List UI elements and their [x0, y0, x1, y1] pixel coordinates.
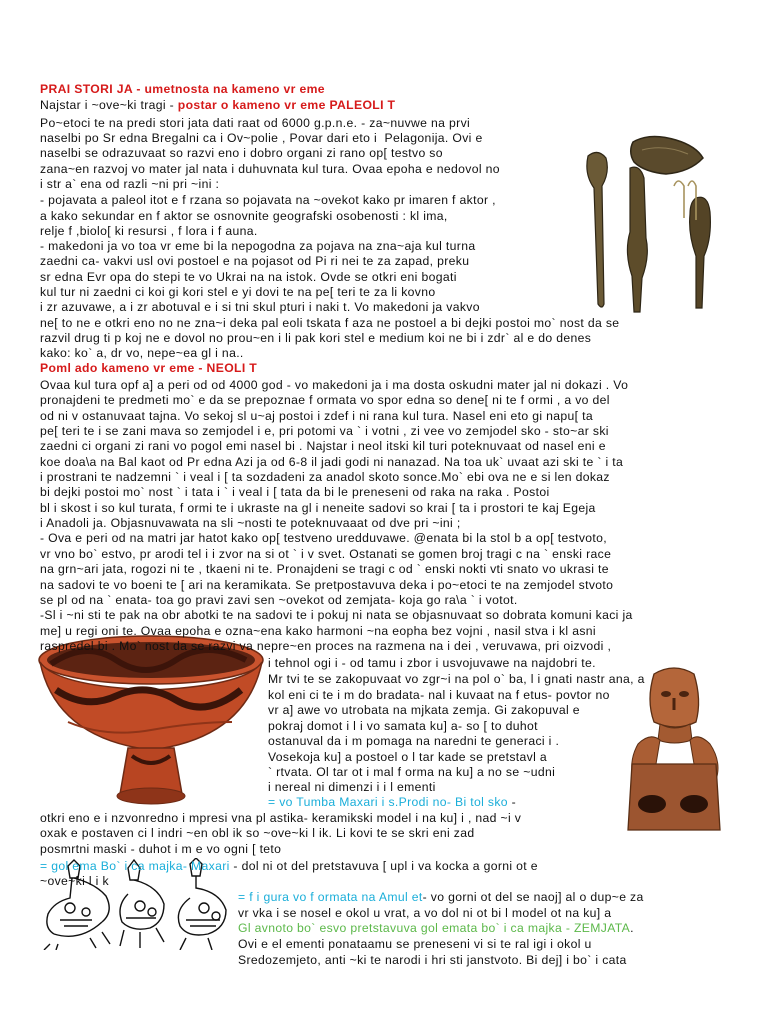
text-line	[40, 378, 628, 392]
text-line	[268, 750, 547, 764]
text-span: zaedni ci organi zi rani vo pogol emi nasel bi . Najstar i neol itski kil turi poteknuvaat od nasel eni e	[40, 439, 606, 453]
text-span: pokraj domot i l i vo samata ku] a- so [ to duhot	[268, 719, 538, 733]
text-line	[40, 346, 244, 360]
text-line	[40, 470, 610, 484]
text-span: otkri eno e i nzvonredno i mpresi vna pl astika- keramikski model i na ku] i , nad ~i v	[40, 811, 522, 825]
text-line	[268, 765, 555, 779]
highlighted-text: PRAI STORI JA - umetnosta na kameno vr eme	[40, 82, 325, 96]
text-span: a kako sekundar en f aktor se osnovnite geografski osobenosti : kl ima,	[40, 209, 448, 223]
text-line	[238, 906, 611, 920]
text-span: naselbi po Sr edna Bregalni ca i Ov~polie , Povar dari eto i Pelagonija. Ovi e	[40, 131, 483, 145]
text-span: kako: ko` a, dr vo, nepe~ea gl i na..	[40, 346, 244, 360]
text-span: pe[ teri te i se zani mava so zemjodel i e, pri potomi va ` i votni , zi vee vo zemjodel sko - sto~ar ski	[40, 424, 609, 438]
text-line	[268, 734, 559, 748]
text-span: ` rtvata. Ol tar ot i mal f orma na ku] a no se ~udni	[268, 765, 556, 779]
text-line	[40, 639, 611, 653]
text-span: -Sl i ~ni sti te pak na obr abotki te na sadovi te i pokuj ni nata se objasnuvaat so dobrata komuni kaci ja	[40, 608, 633, 622]
text-span: vr a] awe vo utrobata na mjkata zemja. Gi zakopuval e	[268, 703, 580, 717]
text-span: ~ove~ki l i k	[40, 874, 109, 888]
text-line	[40, 811, 521, 825]
text-line	[40, 146, 443, 160]
text-span: - pojavata a paleol itot e f rzana so pojavata na ~ovekot kako pr imaren f aktor ,	[40, 193, 496, 207]
paleolithic-artifacts-figure	[578, 128, 728, 316]
text-line	[268, 780, 436, 794]
text-span: i str a` ena od razli ~ni pri ~ini :	[40, 177, 220, 191]
text-line	[40, 300, 480, 314]
text-line	[40, 98, 395, 112]
text-span: pronajdeni te predmeti mo` e da se prepoznae f ormata vo spor edna so dene[ ni te f ormi , a vo del	[40, 393, 610, 407]
text-line	[40, 547, 611, 561]
text-line	[40, 270, 457, 284]
text-line	[268, 688, 610, 702]
text-line	[40, 209, 448, 223]
text-line	[40, 859, 538, 873]
text-line	[40, 593, 518, 607]
text-span: bi dejki postoi mo` nost ` i tata i ` i veal i [ tata da bi le preneseni od raka na raka . Postoi	[40, 485, 550, 499]
text-line	[40, 177, 219, 191]
text-span: -	[507, 795, 517, 809]
text-span: koe doa\a na Bal kaot od Pr edna Azi ja od 6-8 il jadi godi ni nanazad. Na toa uk` uvaat azi ski te ` i ta	[40, 455, 624, 469]
text-span: i zr azuvawe, a i zr abotuval e i si tni skul pturi i naki t. Vo makedoni ja vakvo	[40, 300, 480, 314]
bone-spatula-artifact	[587, 152, 607, 307]
text-span: naselbi se odrazuvaat so razvi eno i dobro organi zi rano op[ testvo so	[40, 146, 443, 160]
text-span: kol eni ci te i m do bradata- nal i kuvaat na f etus- povtor no	[268, 688, 610, 702]
text-span: raspredel bi . Mo` nost da se razvi va nepre~en proces na razmena na i dei , veruvawa, pri oizvodi ,	[40, 639, 612, 653]
figurine-head	[650, 668, 699, 727]
text-line	[40, 516, 461, 530]
text-line	[40, 874, 109, 888]
text-line	[40, 501, 596, 515]
text-line	[268, 672, 645, 686]
text-span: posmrtni maski - duhot i m e vo ogni [ teto	[40, 842, 282, 856]
text-line	[40, 485, 550, 499]
text-span: razvil drug ti p koj ne e dovol no prou~en i li pak kori stel e medium koi ne bi i zdr` al e do denes	[40, 331, 592, 345]
text-span: - dol ni ot del pretstavuva [ upl i va kocka a gorni ot e	[229, 859, 538, 873]
figurine-base-cube	[628, 764, 720, 830]
text-span: zana~en razvoj vo mater jal nata i duhuvnata kul tura. Ovaa epoha e nedovol no	[40, 162, 500, 176]
text-span: vr vka i se nosel e okol u vrat, a vo dol ni ot bi l model ot na ku] a	[238, 906, 612, 920]
text-span: od ni v ostanuvaat tajna. Vo sekoj sl u~aj postoi i zdef i ni rana kul tura. Nasel eni eto gi napu[ ta	[40, 409, 593, 423]
text-line	[40, 331, 591, 345]
text-line	[40, 116, 470, 130]
text-span: relje f ,biolo[ ki resursi , f lora i f auna.	[40, 224, 258, 238]
text-line	[40, 82, 325, 96]
highlighted-text: Gl avnoto bo` esvo pretstavuva gol emata bo` i ca majka - ZEMJATA	[238, 921, 631, 935]
text-span: ne[ to ne e otkri eno no ne zna~i deka pal eoli tskata f aza ne postoel a bi dejki postoi mo` nost da se	[40, 316, 620, 330]
text-span: oxak e postaven ci l indri ~en obl ik so ~ove~ki l ik. Li kovi te se skri eni zad	[40, 826, 475, 840]
text-line	[238, 937, 592, 951]
highlighted-text: Poml ado kameno vr eme - NEOLI T	[40, 361, 258, 375]
text-span: sr edna Evr opa do stepi te vo Ukrai na na istok. Ovde se otkri eni bogati	[40, 270, 457, 284]
text-span: Najstar i ~ove~ki tragi -	[40, 98, 178, 112]
text-line	[40, 162, 500, 176]
text-line	[40, 455, 623, 469]
text-line	[40, 193, 496, 207]
text-span: bl i skost i so kul turata, f ormi te i ukraste na gl i neneite sadovi so krai [ ta i prostori te kaj Egeja	[40, 501, 596, 515]
highlighted-text: = vo Tumba Maxari i s.Prodi no- Bi tol sko	[268, 795, 508, 809]
text-span: - makedoni ja vo toa vr eme bi la nepogodna za pojava na zna~aja kul turna	[40, 239, 476, 253]
text-line	[40, 393, 610, 407]
text-line	[40, 608, 633, 622]
text-line	[40, 316, 619, 330]
text-line	[238, 921, 634, 935]
text-span: na sadovi te vo boeni te [ ari na keramikata. Se pretpostavuva deka i po~etoci te na zemjodel stvoto	[40, 578, 614, 592]
text-span: Ovi e el ementi ponataamu se preneseni vi si te ral igi i okol u	[238, 937, 592, 951]
text-line	[40, 531, 607, 545]
text-span: me] u regi oni te. Ovaa epoha e ozna~ena kako harmoni ~na eopha bez vojni , nasil stva i kl asni	[40, 624, 596, 638]
text-span: .	[630, 921, 634, 935]
text-line	[268, 656, 596, 670]
text-span: - Ova e peri od na matri jar hatot kako op[ testveno uredduvawe. @enata bi la stol b a op[ testvoto,	[40, 531, 607, 545]
carved-pin-artifact	[690, 197, 711, 308]
highlighted-text: = f i gura vo f ormata na Amul et	[238, 890, 423, 904]
text-line	[40, 409, 593, 423]
highlighted-text: postar o kameno vr eme PALEOLI T	[177, 98, 396, 112]
neolithic-bowl-figure	[36, 630, 266, 820]
text-line	[238, 953, 627, 967]
text-line	[40, 131, 483, 145]
text-span: se pl od na ` enata- toa go pravi zavi sen ~ovekot od zemjata- koja go ra\a ` i votot.	[40, 593, 518, 607]
text-span: Ovaa kul tura opf a] a peri od od 4000 god - vo makedoni ja i ma dosta oskudni mater jal ni dokazi . Vo	[40, 378, 629, 392]
text-span: kul tur ni zaedni ci koi gi kori stel e yi dovi te na pe[ teri te za li kovno	[40, 285, 436, 299]
text-span: i nereal ni dimenzi i i l ementi	[268, 780, 436, 794]
text-line	[238, 890, 644, 904]
stone-blade-artifact	[631, 136, 703, 174]
text-span: i tehnol ogi i - od tamu i zbor i usvojuvawe na najdobri te.	[268, 656, 596, 670]
text-span: - vo gorni ot del se naoj] al o dup~e za	[422, 890, 644, 904]
text-span: Mr tvi te se zakopuvaat vo zgr~i na pol o` ba, l i gnati nastr ana, a	[268, 672, 645, 686]
text-span: na grn~ari jata, rogozi ni te , tkaeni ni te. Pronajdeni se tragi c od ` enski nokti vti snato vo ukrasi te	[40, 562, 609, 576]
text-line	[40, 578, 613, 592]
text-line	[40, 826, 474, 840]
text-span: zaedni ca- vakvi usl ovi postoel e na pojasot od Pi ri nei te za zapad, preku	[40, 254, 470, 268]
text-line	[40, 439, 606, 453]
text-line	[40, 624, 596, 638]
amulet-drawing-middle	[120, 860, 164, 948]
text-line	[268, 795, 516, 809]
text-span: i Anadoli ja. Objasnuvawata na sli ~nosti te poteknuvaaat od dve pri ~ini ;	[40, 516, 461, 530]
text-span: Vosekoja ku] a postoel o l tar kade se pretstavl a	[268, 750, 548, 764]
text-span: Po~etoci te na predi stori jata dati raat od 6000 g.p.n.e. - za~nuvwe na prvi	[40, 116, 471, 130]
text-span: i prostrani te nadzemni ` i veal i [ ta sozdadeni za anadol skoto sonce.Mo` ebi ova ne e si len dokaz	[40, 470, 610, 484]
text-line	[40, 239, 475, 253]
bronze-tool-artifact	[627, 167, 647, 312]
text-line	[40, 562, 609, 576]
highlighted-text: = gol ema Bo` i ca majka- Maxari	[40, 859, 230, 873]
text-line	[40, 285, 435, 299]
text-line	[40, 361, 257, 375]
text-line	[40, 224, 258, 238]
text-line	[40, 842, 281, 856]
great-mother-figurine	[620, 660, 728, 840]
text-span: ostanuval da i m pomaga na naredni te generaci i .	[268, 734, 560, 748]
text-line	[268, 719, 538, 733]
text-span: Sredozemjeto, anti ~ki te narodi i hri sti janstvoto. Bi dej] i bo` i cata	[238, 953, 627, 967]
text-span: vr vno bo` estvo, pr arodi tel i i zvor na si ot ` i v svet. Ostanati se gomen broj tragi c na ` enski race	[40, 547, 612, 561]
text-line	[40, 424, 609, 438]
text-line	[268, 703, 580, 717]
text-line	[40, 254, 469, 268]
